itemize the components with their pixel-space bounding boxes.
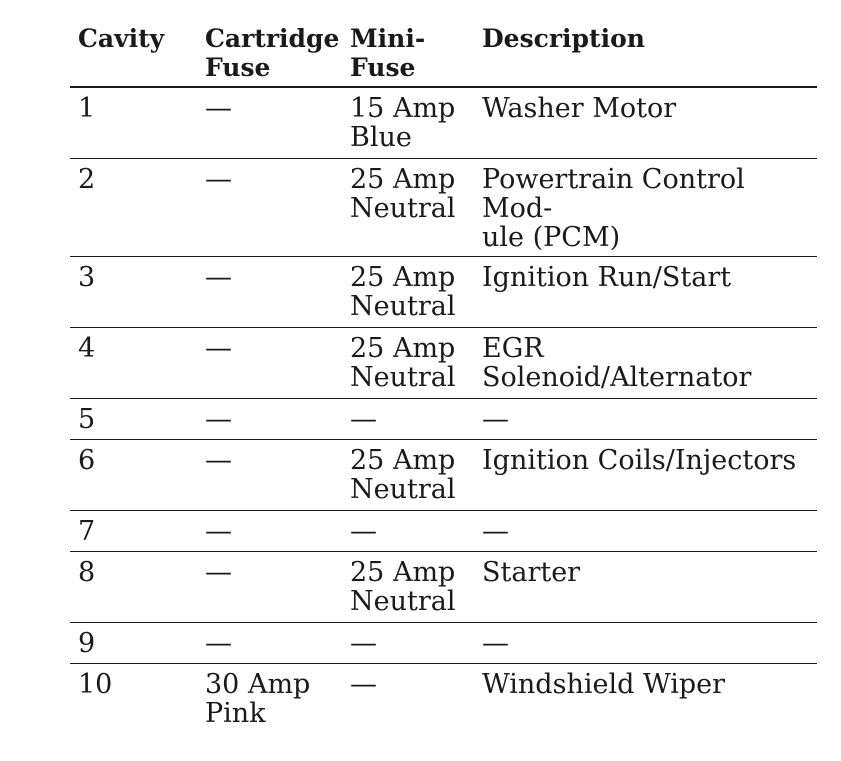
cell-description: Ignition Run/Start — [474, 256, 817, 327]
table-row — [70, 551, 817, 622]
cell-mini: 25 Amp Neutral — [342, 439, 474, 510]
cell-description: — — [474, 398, 817, 439]
cell-cartridge: 30 Amp Pink — [205, 668, 311, 729]
cell-mini: 25 Amp Neutral — [342, 158, 474, 256]
table-row — [70, 398, 817, 439]
table-row — [70, 327, 817, 398]
cell-cartridge: — — [197, 439, 342, 510]
header-cavity: Cavity — [70, 18, 197, 87]
table-row — [70, 158, 817, 256]
header-cartridge-fuse: Cartridge Fuse — [197, 18, 342, 87]
cell-description: Powertrain Control Mod- ule (PCM) — [474, 158, 817, 256]
cell-cartridge: — — [197, 551, 342, 622]
cell-cavity: 8 — [70, 551, 197, 622]
cell-cavity: 6 — [70, 439, 197, 510]
cell-mini: — — [342, 510, 474, 551]
cell-cartridge: — — [197, 256, 342, 327]
cell-cartridge: — — [197, 510, 342, 551]
cell-mini: 25 Amp Neutral — [342, 256, 474, 327]
table-row — [70, 622, 817, 663]
cell-cavity: 10 — [78, 668, 113, 700]
cell-mini: — — [342, 622, 474, 663]
header-mini-fuse: Mini- Fuse — [342, 18, 474, 87]
cell-cavity: 9 — [70, 622, 197, 663]
cell-cartridge: — — [197, 622, 342, 663]
cell-description: — — [474, 622, 817, 663]
cell-cavity: 5 — [70, 398, 197, 439]
cell-mini: 25 Amp Neutral — [342, 327, 474, 398]
fuse-table — [70, 18, 817, 734]
cell-cavity: 4 — [70, 327, 197, 398]
cell-description: Ignition Coils/Injectors — [474, 439, 817, 510]
cell-cartridge: — — [197, 327, 342, 398]
cell-cartridge: — — [197, 158, 342, 256]
cell-cavity: 2 — [70, 158, 197, 256]
cell-cartridge: — — [197, 398, 342, 439]
header-description: Description — [474, 18, 817, 87]
cell-description: Windshield Wiper — [482, 668, 726, 700]
table-row — [70, 256, 817, 327]
cell-cavity: 1 — [70, 87, 197, 158]
cell-description: EGR Solenoid/Alternator — [474, 327, 817, 398]
cell-cavity: 3 — [70, 256, 197, 327]
table-row — [70, 87, 817, 158]
table-row — [70, 663, 817, 734]
cell-mini: 25 Amp Neutral — [342, 551, 474, 622]
cell-description: Washer Motor — [474, 87, 817, 158]
table-row — [70, 510, 817, 551]
cell-mini: 15 Amp Blue — [342, 87, 474, 158]
cell-mini: — — [350, 668, 377, 700]
table-row — [70, 439, 817, 510]
cell-description: — — [474, 510, 817, 551]
cell-cartridge: — — [197, 87, 342, 158]
cell-cavity: 7 — [70, 510, 197, 551]
cell-description: Starter — [474, 551, 817, 622]
header-row — [70, 18, 817, 87]
cell-mini: — — [342, 398, 474, 439]
